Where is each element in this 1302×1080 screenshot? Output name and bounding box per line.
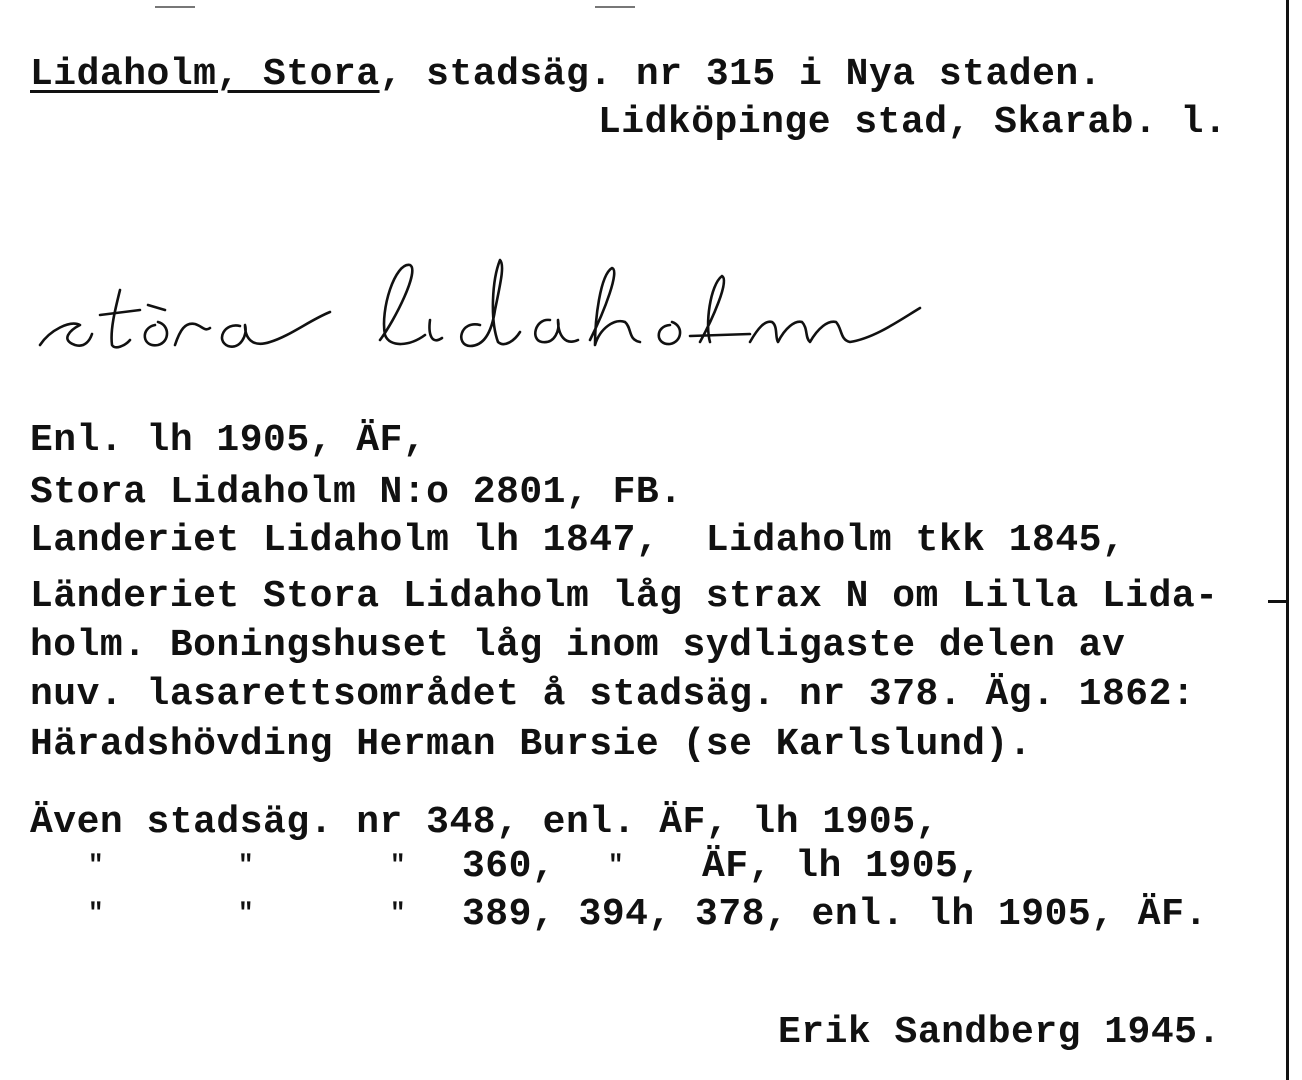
- author-signature: Erik Sandberg 1945.: [778, 1011, 1221, 1054]
- also-line: Även stadsäg. nr 348, enl. ÄF, lh 1905,: [30, 801, 939, 844]
- body-line: holm. Boningshuset låg inom sydligaste delen av: [30, 624, 1126, 667]
- heading-rest: , stadsäg. nr 315 i Nya staden.: [379, 53, 1102, 96]
- also-line: 360,: [462, 845, 556, 888]
- ditto-mark: ": [390, 898, 406, 928]
- body-line: Landeriet Lidaholm lh 1847, Lidaholm tkk 1845,: [30, 519, 1126, 562]
- ditto-mark: ": [238, 850, 254, 880]
- handwritten-annotation: [30, 250, 930, 360]
- top-edge-mark: [595, 6, 635, 8]
- hyphen-continuation-mark: [1268, 600, 1288, 603]
- card-heading: [30, 54, 1102, 96]
- ditto-mark: ": [238, 898, 254, 928]
- heading-location: Lidköpinge stad, Skarab. l.: [598, 101, 1228, 144]
- body-line: Häradshövding Herman Bursie (se Karlslund).: [30, 723, 1033, 766]
- body-line: Länderiet Stora Lidaholm låg strax N om Lilla Lida-: [30, 575, 1219, 618]
- ditto-mark: ": [608, 850, 624, 880]
- ditto-mark: ": [88, 850, 104, 880]
- body-line: Enl. lh 1905, ÄF,: [30, 419, 427, 462]
- ditto-mark: ": [88, 898, 104, 928]
- body-line: Stora Lidaholm N:o 2801, FB.: [30, 471, 683, 514]
- top-edge-mark: [155, 6, 195, 8]
- body-line: nuv. lasarettsområdet å stadsäg. nr 378. Äg. 1862:: [30, 673, 1196, 716]
- also-line: ÄF, lh 1905,: [702, 845, 982, 888]
- card-right-edge: [1286, 0, 1289, 1080]
- also-line: 389, 394, 378, enl. lh 1905, ÄF.: [462, 893, 1208, 936]
- ditto-mark: ": [390, 850, 406, 880]
- place-name: Lidaholm, Stora: [30, 53, 380, 96]
